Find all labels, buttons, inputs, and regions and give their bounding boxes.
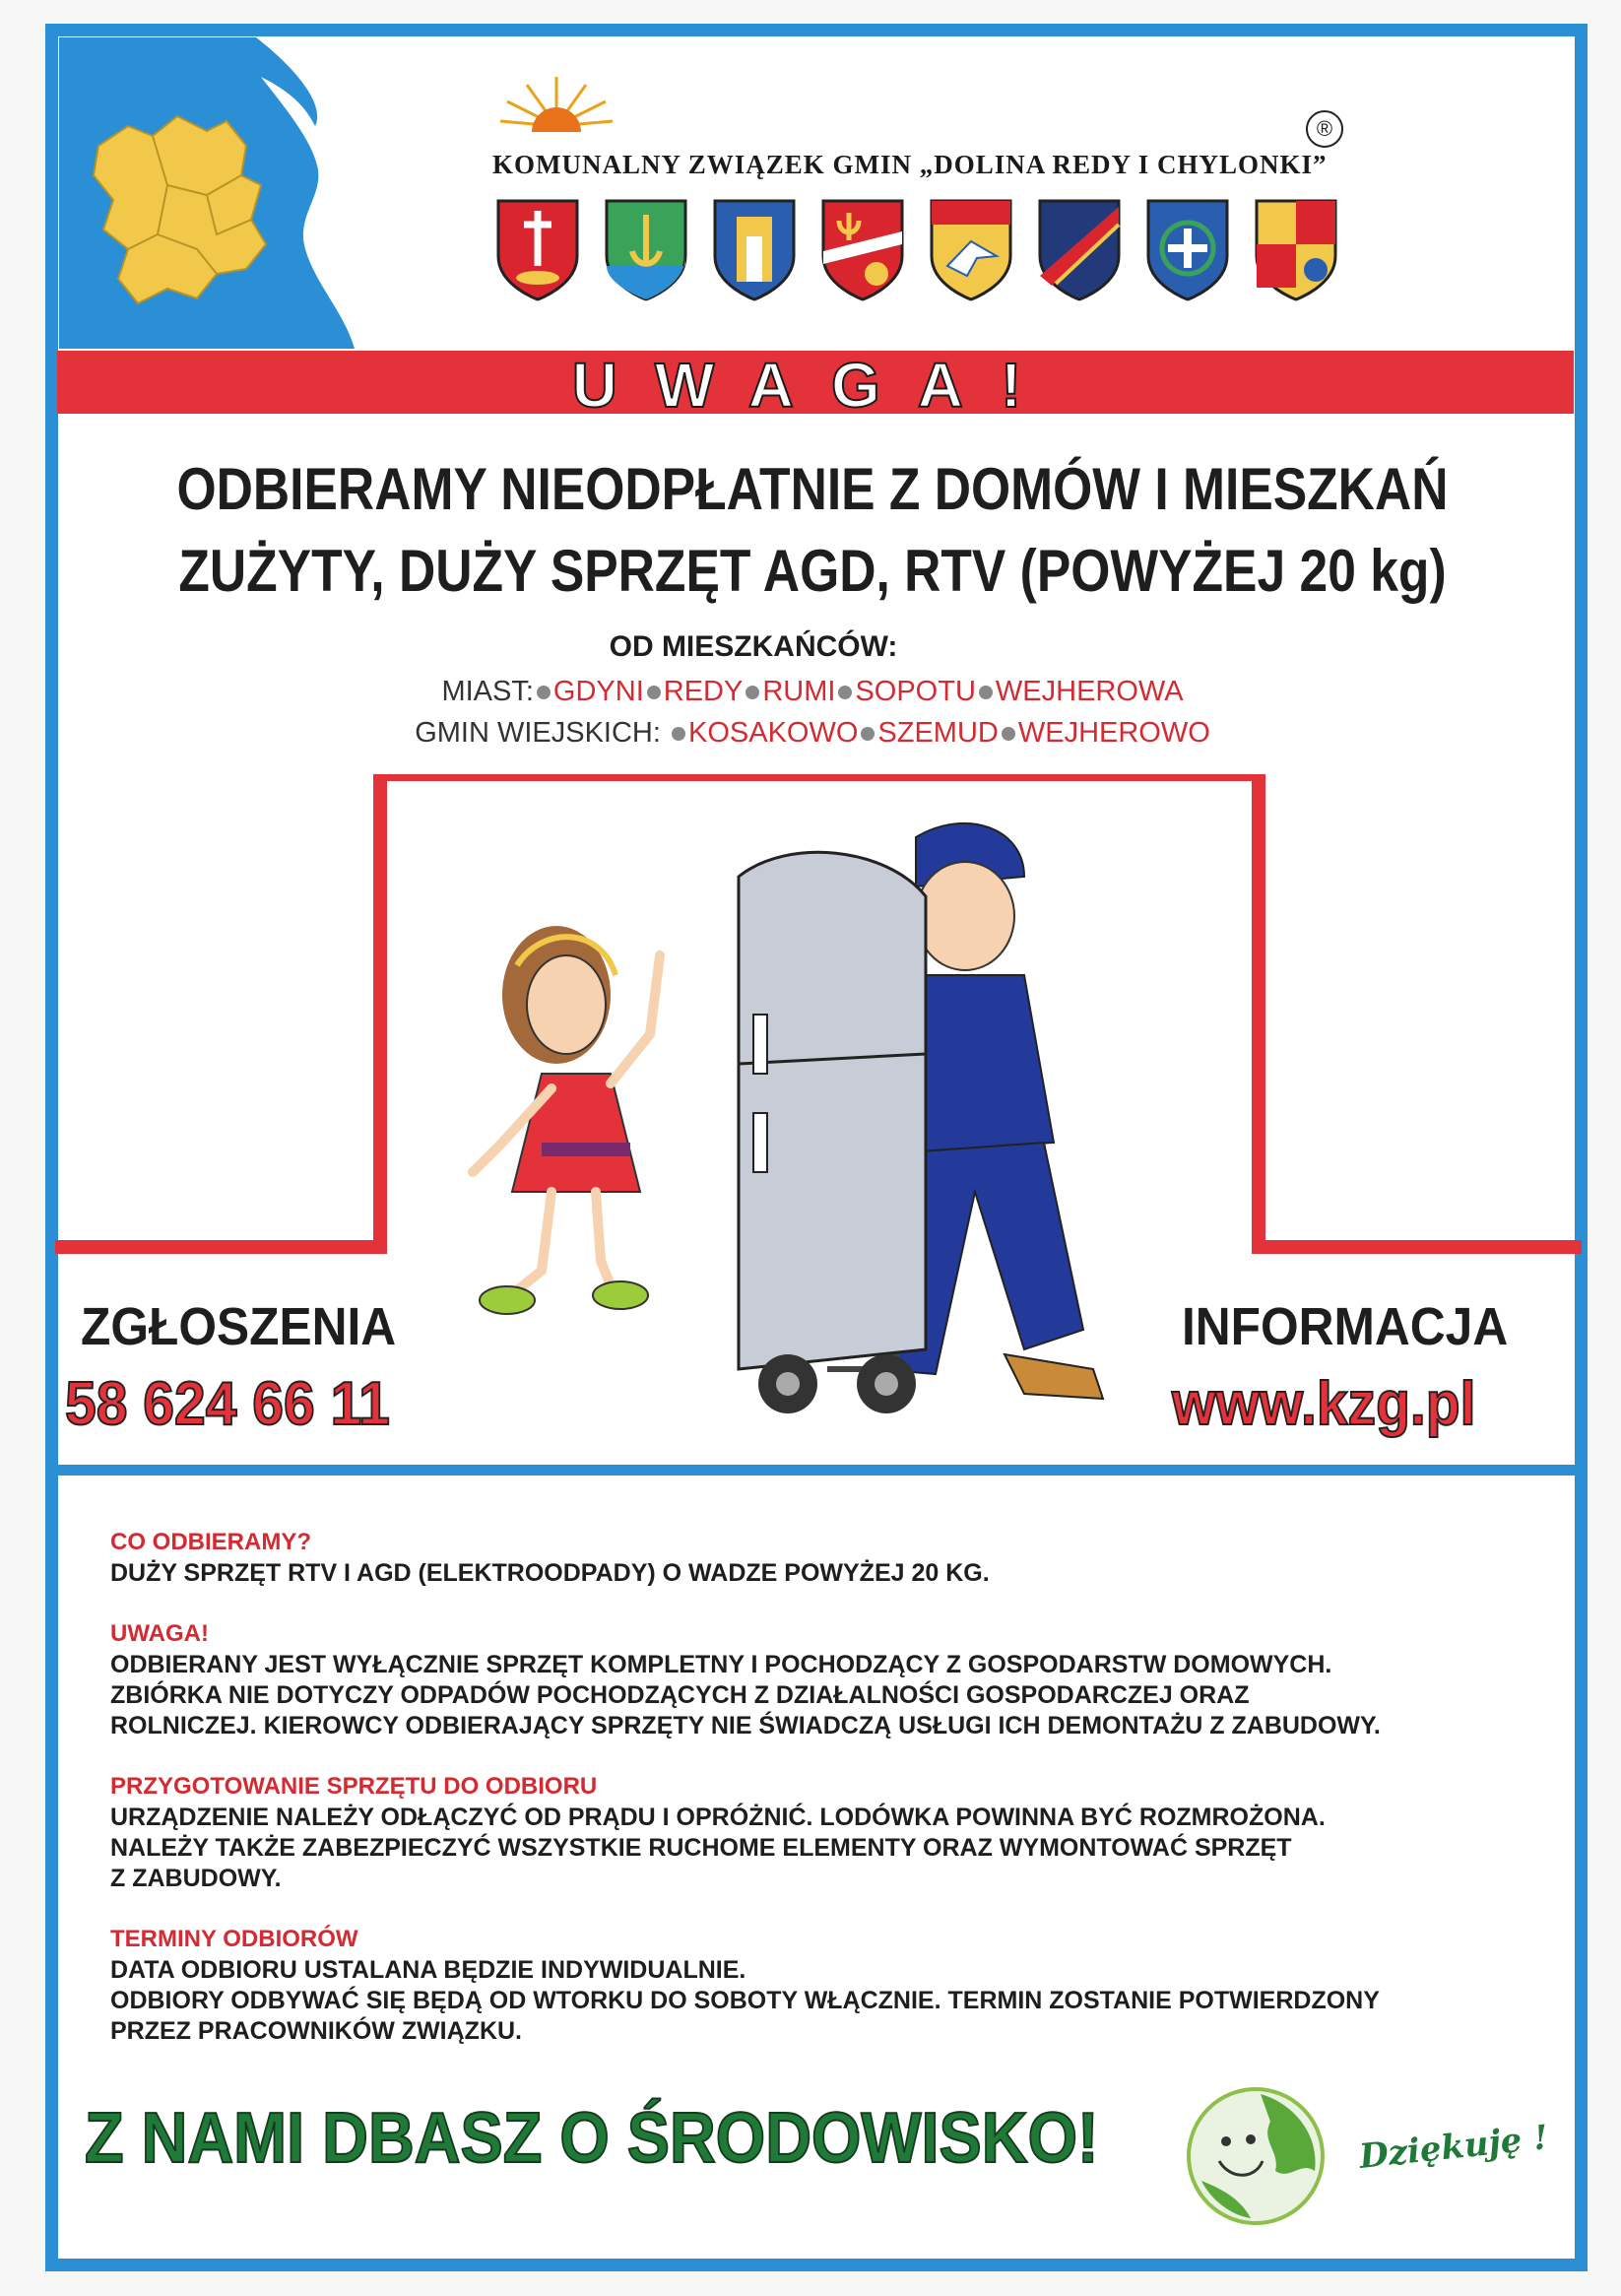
bullet-icon [746,686,759,699]
section-line: URZĄDZENIE NALEŻY ODŁĄCZYĆ OD PRĄDU I OPRÓŻNIĆ. LODÓWKA POWINNA BYĆ ROZMROŻONA. [110,1804,1326,1831]
info-label: INFORMACJA [1182,1297,1509,1356]
section-title: PRZYGOTOWANIE SPRZĘTU DO ODBIORU [110,1773,598,1800]
crest-wejherowo-gmina-icon [1144,197,1231,303]
section-body [110,1803,1528,1894]
rural-item: SZEMUD [877,717,999,749]
section-line: DATA ODBIORU USTALANA BĘDZIE INDYWIDUALNIE. [110,1956,746,1984]
bullet-icon [672,727,685,741]
sun-logo-icon [492,67,620,146]
city-item: REDY [663,676,744,707]
reports-label: ZGŁOSZENIA [81,1297,397,1356]
city-item: GDYNI [552,676,644,707]
cities-list [59,676,1566,708]
section-line: Z ZABUDOWY. [110,1865,282,1892]
section-title: CO ODBIERAMY? [110,1529,311,1555]
bullet-icon [838,686,852,699]
organization-name: KOMUNALNY ZWIĄZEK GMIN „DOLINA REDY I CHYLONKI” [492,150,1328,179]
eco-slogan: Z NAMI DBASZ O ŚRODOWISKO! [85,2099,1099,2178]
rural-item: WEJHEROWO [1017,717,1210,749]
registered-trademark: ® [1306,110,1343,148]
residents-heading: OD MIESZKAŃCÓW: [609,630,898,663]
headline-line-2: ZUŻYTY, DUŻY SPRZĘT AGD, RTV (POWYŻEJ 20 kg) [178,538,1447,604]
city-item: RUMI [762,676,836,707]
section-line: ODBIORY ODBYWAĆ SIĘ BĘDĄ OD WTORKU DO SOBOTY WŁĄCZNIE. TERMIN ZOSTANIE POTWIERDZONY [110,1987,1380,2014]
city-item: SOPOTU [855,676,976,707]
section-line: PRZEZ PRACOWNIKÓW ZWIĄZKU. [110,2017,523,2045]
city-item: WEJHEROWA [995,676,1184,707]
section-line: DUŻY SPRZĘT RTV I AGD (ELEKTROODPADY) O WADZE POWYŻEJ 20 KG. [110,1559,990,1587]
info-website-link[interactable]: www.kzg.pl [1172,1370,1476,1438]
section-body [110,1955,1528,2047]
region-map-illustration [59,37,374,349]
section-line: ODBIERANY JEST WYŁĄCZNIE SPRZĘT KOMPLETNY I POCHODZĄCY Z GOSPODARSTW DOMOWYCH. [110,1651,1332,1678]
section-title: UWAGA! [110,1620,209,1647]
crest-gdynia-icon [494,197,581,303]
bullet-icon [647,686,661,699]
crest-reda-icon [711,197,798,303]
crest-rumia-icon [603,197,689,303]
rural-label: GMIN WIEJSKICH: [415,717,661,749]
section-title: TERMINY ODBIORÓW [110,1926,358,1952]
bullet-icon [1002,727,1015,741]
crest-wejherowo-icon [1253,197,1339,303]
thanks-text: Dziękuję ! [1357,2118,1550,2177]
smiling-earth-icon [1182,2082,1329,2230]
reports-phone[interactable]: 58 624 66 11 [65,1370,390,1438]
bullet-icon [537,686,551,699]
section-line: ZBIÓRKA NIE DOTYCZY ODPADÓW POCHODZĄCYCH Z DZIAŁALNOŚCI GOSPODARCZEJ ORAZ [110,1681,1250,1709]
crest-puck-icon [819,197,906,303]
crest-kosakowo-icon [928,197,1014,303]
fridge-on-hand-truck-icon [739,852,926,1413]
section-body [110,1558,1528,1589]
woman-figure-icon [473,926,660,1314]
appliance-pickup-illustration [414,818,1201,1448]
section-line: NALEŻY TAKŻE ZABEZPIECZYĆ WSZYSTKIE RUCHOME ELEMENTY ORAZ WYMONTOWAĆ SPRZĘT [110,1834,1292,1862]
bullet-icon [861,727,875,741]
section-line: ROLNICZEJ. KIEROWCY ODBIERAJĄCY SPRZĘTY NIE ŚWIADCZĄ USŁUGI ICH DEMONTAŻU Z ZABUDOWY. [110,1712,1381,1739]
rural-communes-list [59,717,1566,750]
bullet-icon [979,686,993,699]
rural-item: KOSAKOWO [687,717,859,749]
uwaga-banner-text: UWAGA! [571,350,1060,421]
crest-szemud-icon [1036,197,1123,303]
cities-label: MIAST: [441,676,534,707]
headline-line-1: ODBIERAMY NIEODPŁATNIE Z DOMÓW I MIESZKAŃ [176,456,1449,522]
section-divider [45,1465,1588,1476]
section-body [110,1650,1528,1741]
